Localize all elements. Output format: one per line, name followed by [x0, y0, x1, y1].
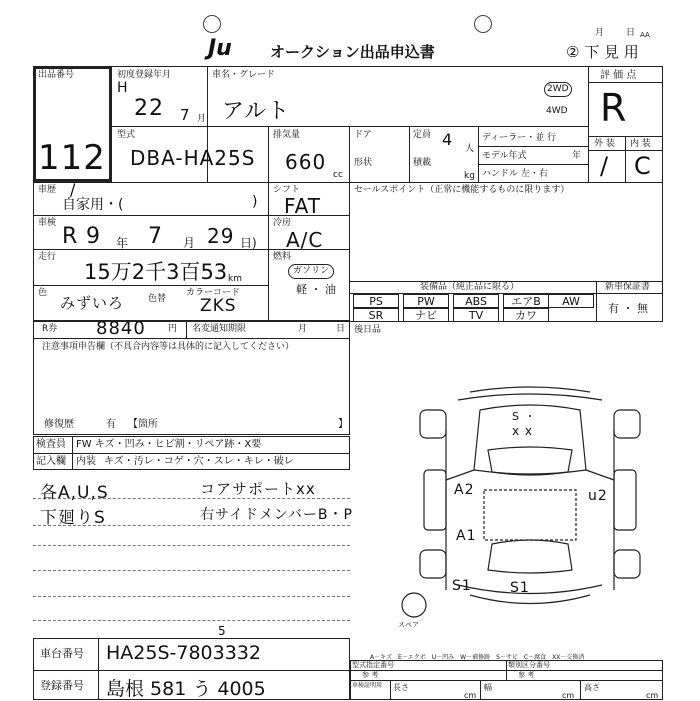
drive-2wd: 2WD: [544, 82, 572, 97]
usage-mark: /: [70, 180, 77, 199]
model-value: DBA-HA25S: [130, 146, 256, 170]
shift-label: シフト: [273, 185, 301, 195]
note-left1: 各A,U,S: [40, 483, 109, 503]
inspection-month: 7: [148, 224, 163, 249]
first-reg-label: 初度登録年月: [117, 70, 172, 80]
notes-label: 注意事項申告欄（不具合内容等は具体的に記入してください）: [42, 342, 295, 352]
drive-4wd: 4WD: [546, 106, 568, 116]
divider: [112, 126, 588, 127]
divider: [33, 338, 350, 339]
divider: [596, 281, 597, 321]
divider: [350, 680, 663, 681]
note-line: [33, 596, 350, 597]
recycle-value: 8840: [96, 318, 146, 339]
ac-label: 冷房: [273, 218, 292, 228]
car-name-value: アルト: [222, 99, 291, 124]
repaint-label: 色替: [148, 294, 167, 304]
equipment-item: ナビ: [403, 308, 449, 322]
width-label: 幅: [484, 683, 492, 692]
divider: [588, 150, 663, 151]
divider: [478, 126, 479, 182]
inspector-row1: FW キズ・凹み・ヒビ割・リペア跡・X要: [76, 439, 262, 450]
shift-value: FAT: [284, 194, 322, 218]
repair-place: 【箇所: [128, 419, 158, 430]
divider: [72, 436, 73, 470]
first-reg-era: H: [117, 80, 129, 96]
fuel-gas: ガソリン: [288, 264, 334, 279]
fuel-light-oil: 軽 ・ 油: [296, 283, 336, 296]
diagram-s1-left: S1: [452, 578, 472, 594]
chassis-value: HA25S-7803332: [106, 642, 261, 664]
divider: [625, 136, 626, 182]
capacity-value: 4: [442, 130, 454, 149]
width-cm: cm: [562, 691, 575, 700]
capacity-label: 定員: [413, 130, 432, 140]
mileage-unit: km: [228, 274, 242, 284]
load-unit: kg: [464, 171, 475, 181]
inspection-day: 29: [207, 224, 235, 248]
load-label: 積載: [413, 158, 432, 168]
divider: [33, 670, 350, 671]
note-line: [33, 545, 350, 546]
color-code: ZKS: [200, 296, 237, 316]
model-year-label: モデル年式: [482, 151, 527, 161]
logo: Ju: [208, 36, 232, 61]
equipment-label: 装備品（純正品に限る）: [420, 282, 520, 292]
divider: [390, 680, 391, 700]
repair-close: 】: [338, 419, 348, 430]
length-label: 長さ: [393, 683, 409, 692]
inspection-era: R: [62, 224, 79, 249]
exterior-score: /: [600, 152, 610, 180]
lot-number-value: 112: [38, 138, 106, 178]
note-line: [33, 620, 350, 621]
inspector-label2: 記入欄: [36, 456, 66, 467]
length-cm: cm: [464, 691, 477, 700]
class-number-label: 類別区分番号: [508, 661, 550, 669]
divider: [33, 453, 350, 454]
divider: [588, 82, 663, 83]
equipment-item: PS: [353, 294, 399, 308]
equipment-item: PW: [403, 294, 449, 308]
capacity-unit: 人: [465, 144, 475, 154]
class-ref: 参 考: [518, 671, 535, 679]
divider: [580, 680, 581, 700]
model-label: 型式: [117, 130, 136, 140]
usage-value: 自家用・(: [62, 197, 124, 213]
type-ref: 参 考: [362, 671, 379, 679]
displacement-label: 排気量: [273, 130, 301, 140]
equipment-item: TV: [453, 308, 499, 322]
note-right1: コアサポートxx: [200, 480, 316, 498]
divider: [588, 66, 589, 182]
mileage-value: 15万2千3百53: [84, 260, 228, 284]
exterior-label: 外 装: [594, 139, 615, 149]
divider: [478, 164, 588, 165]
equipment-item: SR: [353, 308, 399, 322]
repair-label: 修復歴: [44, 419, 74, 430]
cert-label: 車検証明用: [352, 682, 383, 689]
month-label: 月: [595, 28, 605, 38]
notice-month: 月: [298, 324, 308, 334]
handle-label: ハンドル 左・右: [482, 169, 548, 179]
inspector-label1: 検査員: [36, 439, 66, 450]
color-code-label: カラーコード: [186, 288, 241, 298]
copy-label: ② 下 見 用: [566, 43, 639, 61]
equipment-item: ABS: [453, 294, 499, 308]
equipment-item: AW: [548, 294, 594, 308]
day-label: 日: [626, 28, 636, 38]
inspection-day-unit: 日): [240, 236, 257, 250]
divider: [409, 126, 410, 182]
note-left2: 下廻りS: [40, 508, 106, 528]
color-value: みずいろ: [60, 294, 125, 312]
divider: [349, 182, 350, 322]
divider: [33, 182, 663, 183]
post-date-label: 後日品: [354, 325, 382, 335]
warranty-value: 有 ・ 無: [608, 302, 648, 315]
displacement-unit: cc: [333, 170, 343, 180]
shape-label: 形状: [354, 158, 373, 168]
displacement-value: 660: [285, 150, 327, 174]
rating-score: R: [600, 86, 628, 130]
notice-label: 名変通知期限: [192, 324, 247, 334]
diagram-u2: u2: [588, 488, 608, 504]
diagram-a1: A1: [456, 528, 477, 544]
diagram-spare: スペア: [398, 621, 419, 629]
dealer-label: ディーラー・並 行: [482, 133, 557, 143]
height-cm: cm: [646, 691, 659, 700]
interior-label: 内 装: [630, 139, 651, 149]
usage-label: 車歴: [38, 185, 57, 195]
inspector-row2: キズ・汚レ・コゲ・穴・スレ・キレ・破レ: [104, 456, 294, 467]
divider: [268, 182, 269, 322]
first-reg-month: 7: [180, 106, 191, 124]
type-number-label: 型式指定番号: [352, 661, 394, 669]
divider: [349, 126, 350, 182]
recycle-label: R券: [42, 324, 58, 334]
fuel-label: 燃料: [273, 252, 292, 262]
divider: [98, 638, 99, 700]
height-label: 高さ: [584, 683, 600, 692]
aa-label: AA: [640, 31, 650, 39]
diagram-hood-mark2: x x: [512, 424, 534, 438]
sales-points-label: セールスポイント（正常に機能するものに限ります）: [354, 185, 570, 195]
inspection-year: 9: [86, 224, 101, 249]
inspection-year-unit: 年: [116, 236, 129, 250]
chassis-label: 車台番号: [40, 647, 84, 660]
ac-value: A/C: [286, 228, 324, 252]
mileage-label: 走行: [38, 252, 57, 262]
interior-score: C: [634, 152, 652, 180]
punch-hole-left: [203, 15, 221, 33]
note-right2: 右サイドメンバーB・P: [200, 507, 353, 523]
chassis-correction: 5: [218, 624, 227, 638]
note-line: [33, 570, 350, 571]
color-label: 色: [38, 288, 48, 298]
repair-yes: 有: [106, 419, 116, 430]
first-reg-month-unit: 月: [197, 114, 207, 124]
divider: [506, 660, 507, 680]
car-name-label: 車名・グレード: [212, 70, 276, 80]
first-reg-year: 22: [134, 96, 164, 121]
recycle-unit: 円: [168, 324, 178, 334]
damage-legend: A－キズ E－エクボ U－凹み W－補修跡 S－サビ C－腐食 XX－交換済: [370, 654, 585, 661]
form-title: オークション出品申込書: [270, 43, 435, 61]
doors-label: ドア: [354, 130, 372, 140]
diagram-s1-rear: S1: [510, 580, 530, 596]
inspector-row2-prefix: 内装: [76, 456, 96, 467]
diagram-hood-mark: S ・: [512, 410, 537, 423]
divider: [268, 126, 269, 182]
lot-number-label: 出品番号: [38, 70, 75, 80]
registration-label: 登録番号: [40, 679, 84, 692]
diagram-a2: A2: [454, 482, 475, 498]
inspection-month-unit: 月: [183, 236, 196, 250]
notice-day: 日: [336, 324, 346, 334]
divider: [478, 146, 588, 147]
registration-value: 島根 581 う 4005: [106, 678, 266, 700]
warranty-label: 新車保証書: [605, 282, 651, 292]
rating-label: 評 価 点: [600, 70, 637, 81]
equipment-item: カワ: [503, 308, 549, 322]
divider: [480, 680, 481, 700]
inspection-label: 車検: [38, 218, 57, 228]
model-year-unit: 年: [572, 151, 582, 161]
punch-hole-right: [474, 15, 492, 33]
usage-close: ): [252, 194, 258, 210]
equipment-item: エアB: [503, 294, 549, 308]
